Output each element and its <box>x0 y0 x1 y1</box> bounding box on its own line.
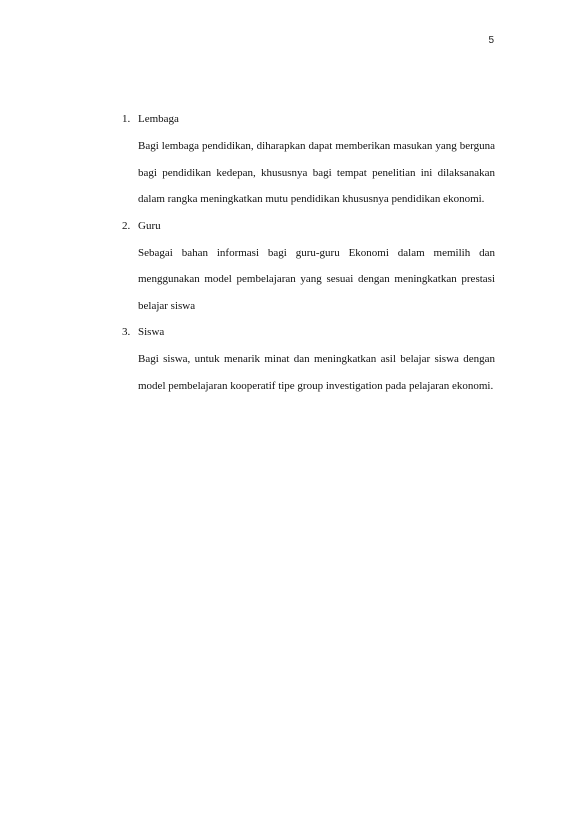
list-item-number: 3. <box>122 326 131 338</box>
list-item-paragraph: Bagi siswa, untuk menarik minat dan meningkatkan asil belajar siswa dengan model pembelajaran kooperatif tipe group investigation pada pelajaran ekonomi. <box>138 353 495 392</box>
list-item-title: Lembaga <box>138 113 179 125</box>
list-item-number: 1. <box>122 113 131 125</box>
list-item-paragraph: Sebagai bahan informasi bagi guru-guru Ekonomi dalam memilih dan menggunakan model pembelajaran yang sesuai dengan meningkatkan prestasi belajar siswa <box>138 246 495 312</box>
list-item-title: Siswa <box>138 326 165 338</box>
list-item-number: 2. <box>122 219 131 232</box>
list-item-guru <box>122 217 495 320</box>
list-item-heading <box>122 323 495 342</box>
list-item-heading <box>122 217 495 236</box>
list-item-paragraph: Bagi lembaga pendidikan, diharapkan dapat memberikan masukan yang berguna bagi pendidikan kedepan, khususnya bagi tempat penelitian ini dilaksanakan dalam rangka meningkatkan mutu pendidikan khususnya pendidikan ekonomi. <box>138 140 495 205</box>
list-item-heading <box>122 110 495 129</box>
list-item-lembaga <box>122 110 495 213</box>
list-item-title: Guru <box>138 219 161 232</box>
document-body <box>122 110 495 403</box>
list-item-siswa <box>122 323 495 399</box>
page-number: 5 <box>488 35 494 46</box>
